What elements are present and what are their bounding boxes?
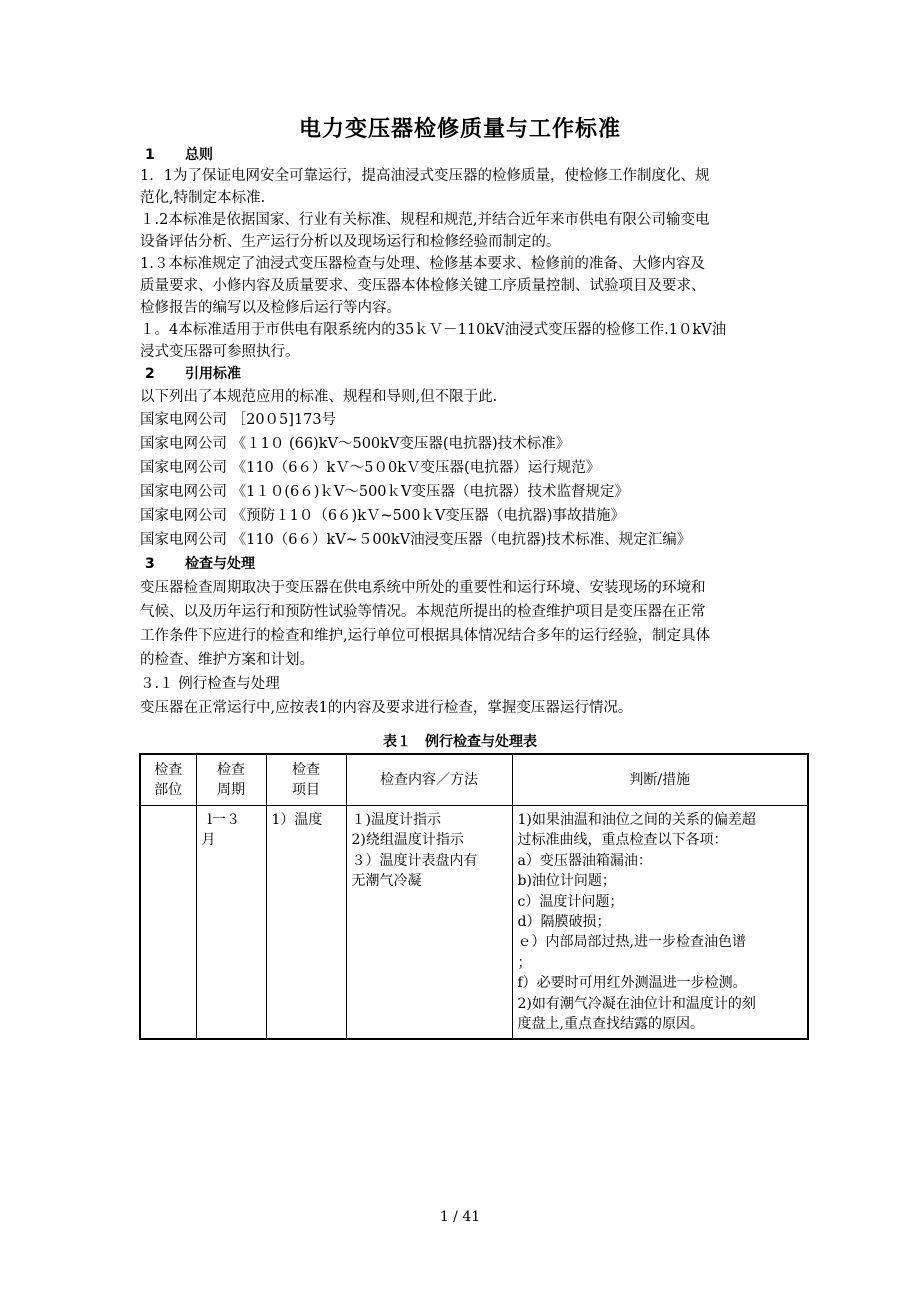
section-heading-3 [140,553,800,575]
paragraph-line: 变压器检查周期取决于变压器在供电系统中所处的重要性和运行环境、安装现场的环境和 [140,580,706,596]
header-part: 检查 部位 [140,754,196,806]
header-period: 检查 周期 [196,754,266,806]
paragraph-line: １。4本标准适用于市供电有限系统内的35ｋＶ－110kV油浸式变压器的检修工作.1０kV油 [140,322,727,338]
cell-part [140,806,196,1040]
section-number: 1 [145,147,155,163]
paragraph-line: 设备评估分析、生产运行分析以及现场运行和检修经验而制定的。 [140,234,561,250]
section-heading-2 [140,363,800,385]
subsection-heading: ３.１ 例行检查与处理 [140,676,280,692]
reference-line: 国家电网公司 《110（6６）kV~５00kV油浸变压器（电抗器)技术标准、规定汇编》 [140,532,692,548]
page-number: 1 / 41 [439,1209,481,1225]
section-title: 引用标准 [185,366,241,382]
cell-item: 1）温度 [266,806,346,1040]
paragraph-line: 1．1为了保证电网安全可靠运行，提高油浸式变压器的检修质量，使检修工作制度化、规 [140,168,710,184]
header-content-method: 检查内容／方法 [346,754,512,806]
cell-period: l一３ 月 [196,806,266,1040]
paragraph-line: 工作条件下应进行的检查和维护,运行单位可根据具体情况结合多年的运行经验，制定具体 [140,628,711,644]
table-row [140,806,808,1040]
section-title: 检查与处理 [185,556,255,572]
paragraph-line: 浸式变压器可参照执行。 [140,344,300,360]
inspection-table [139,753,809,1040]
section-number: 3 [145,556,155,572]
reference-line: 国家电网公司 《预防１1０（6６)kＶ~500ｋV变压器（电抗器)事故措施》 [140,508,625,524]
reference-line: 国家电网公司 《1１０(6６)ｋV～500ｋV变压器（电抗器）技术监督规定》 [140,484,629,500]
paragraph-line: 检修报告的编写以及检修后运行等内容。 [140,300,401,316]
paragraph-line: 1.３本标准规定了油浸式变压器检查与处理、检修基本要求、检修前的准备、大修内容及 [140,256,705,272]
section-title: 总则 [185,147,213,163]
table-header-row [140,754,808,806]
document-title: 电力变压器检修质量与工作标准 [298,117,621,142]
paragraph-line: 以下列出了本规范应用的标准、规程和导则,但不限于此. [140,389,498,405]
section-heading-1 [140,144,800,166]
reference-line: 国家电网公司 《１1０ (66)kV～500kV变压器(电抗器)技术标准》 [140,436,571,452]
reference-line: 国家电网公司 《110（6６）kＶ～5０0kＶ变压器(电抗器）运行规范》 [140,460,601,476]
header-judgment-measures: 判断/措施 [512,754,808,806]
reference-line: 国家电网公司 ［20０5]173号 [140,412,337,428]
paragraph-line: 质量要求、小修内容及质量要求、变压器本体检修关键工序质量控制、试验项目及要求、 [140,278,706,294]
header-item: 检查 项目 [266,754,346,806]
paragraph-line: 气候、以及历年运行和预防性试验等情况。本规范所提出的检查维护项目是变压器在正常 [140,604,706,620]
paragraph-line: 的检查、维护方案和计划。 [140,652,314,668]
cell-content: １)温度计指示 2)绕组温度计指示 ３）温度计表盘内有 无潮气冷凝 [346,806,512,1040]
paragraph-line: 变压器在正常运行中,应按表1的内容及要求进行检查，掌握变压器运行情况。 [140,700,633,716]
cell-measures: 1)如果油温和油位之间的关系的偏差超 过标准曲线，重点检查以下各项： a）变压器油箱漏油： b)油位计问题； c）温度计问题； d）隔膜破损； ｅ）内部局部过热,进一步检查油色谱 ； f）必要时可用红外测温进一步检测。 2)如有潮气冷凝在油位计和温度计的刻 度盘上,重点查找结露的原因。 [512,806,808,1040]
paragraph-line: 范化,特制定本标准. [140,190,266,206]
table-caption: 表１ 例行检查与处理表 [383,734,537,750]
section-number: 2 [145,366,155,382]
paragraph-line: １.2本标准是依据国家、行业有关标准、规程和规范,并结合近年来市供电有限公司输变电 [140,212,710,228]
